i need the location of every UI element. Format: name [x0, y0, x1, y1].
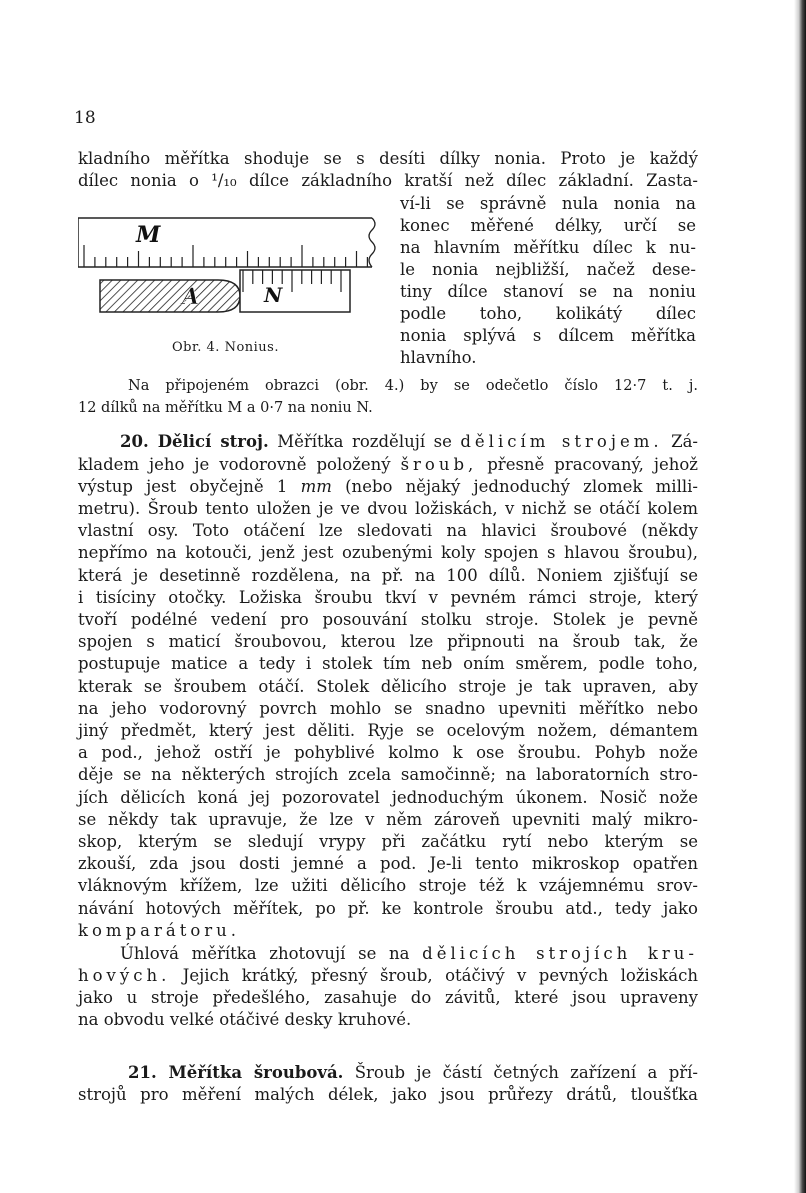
nonius-diagram: [78, 212, 384, 337]
text-span: výstup jest obyčejně 1: [78, 477, 288, 496]
text-line: postupuje matice a tedy i stolek tím neb oním směrem, podle toho,: [78, 654, 698, 674]
text-line: [78, 965, 698, 987]
text-line: na obvodu velké otáčivé desky kruhové.: [78, 1010, 412, 1029]
nonius-slider: [100, 270, 350, 312]
text-line: Na připojeném obrazci (obr. 4.) by se odečetlo číslo 12·7 t. j.: [128, 378, 698, 394]
text-line: nepřímo na kotouči, jenž jest ozubenými koly spojen s hlavou šroubu),: [78, 543, 698, 563]
spaced-term: dělicím strojem.: [460, 432, 663, 451]
unit-mm: mm: [300, 477, 332, 496]
text-line: zkouší, zda jsou dosti jemné a pod. Je-li tento mikroskop opatřen: [78, 854, 698, 874]
label-body: A: [182, 284, 200, 310]
text-line: spojen s maticí šroubovou, kterou lze připnouti na šroub tak, že: [78, 632, 698, 652]
text-line: návání hotových měřítek, po př. ke kontrole šroubu atd., tedy jako: [78, 898, 698, 918]
text-line: le nonia nejbližší, načež dese-: [400, 260, 696, 279]
text-line: 12 dílků na měřítku M a 0·7 na noniu N.: [78, 400, 373, 416]
main-scale-ticks: [84, 245, 367, 267]
text-line: se někdy tak upravuje, že lze v něm zároveň upevniti malý mikro-: [78, 809, 698, 829]
label-nonius: N: [264, 283, 283, 307]
text-line: dílec nonia o ¹/₁₀ dílce základního kratší než dílec základní. Zasta-: [78, 171, 698, 190]
text-line: tvoří podélné vedení pro posouvání stolku stroje. Stolek je pevně: [78, 610, 698, 629]
text-line: podle toho, kolikátý dílec: [400, 304, 696, 323]
text-line: ví-li se správně nula nonia na: [400, 194, 696, 213]
text-line: i tisíciny otočky. Ložiska šroubu tkví v pevném rámci stroje, který: [78, 587, 698, 607]
spaced-term: hových.: [78, 966, 171, 985]
main-scale: [78, 218, 375, 267]
text-line: strojů pro měření malých délek, jako jsou průřezy drátů, tloušťka: [78, 1085, 698, 1104]
text-span: přesně pracovaný, jehož: [487, 455, 698, 474]
text-line: a pod., jehož ostří je pohyblivé kolmo k ose šroubu. Pohyb nože: [78, 743, 698, 763]
text-line: na hlavním měřítku dílec k nu-: [400, 238, 696, 257]
section-heading: 21. Měřítka šroubová.: [128, 1063, 344, 1082]
text-line: jiný předmět, který jest děliti. Ryje se ocelovým nožem, démantem: [78, 721, 698, 740]
text-line: [78, 476, 698, 498]
section-21-line: [128, 1062, 698, 1084]
text-span: Šroub je částí četných zařízení a pří-: [354, 1063, 699, 1082]
text-line: kterak se šroubem otáčí. Stolek dělicího stroje je tak upraven, aby: [78, 676, 698, 696]
text-span: Měřítka rozdělují se: [277, 432, 452, 451]
text-line: konec měřené délky, určí se: [400, 216, 696, 235]
text-span: Úhlová měřítka zhotovují se na: [120, 944, 410, 963]
spaced-term: komparátoru.: [78, 921, 241, 940]
label-main-scale: M: [136, 222, 161, 248]
text-line: tiny dílce stanoví se na noniu: [400, 282, 696, 301]
figure-caption: Obr. 4. Nonius.: [172, 340, 279, 355]
page-number: 18: [74, 108, 96, 128]
text-line: která je desetinně rozdělena, na př. na 100 dílů. Noniem zjišťují se: [78, 565, 698, 585]
text-line: [120, 943, 698, 965]
text-line: skop, kterým se sledují vrypy při začátku rytí nebo kterým se: [78, 832, 698, 851]
text-span: (nebo nějaký jednoduchý zlomek milli-: [345, 477, 698, 496]
spaced-term: dělicích strojích kru-: [422, 944, 699, 963]
text-line: jích dělicích koná jej pozorovatel jednoduchým úkonem. Nosič nože: [78, 787, 698, 807]
text-line: nonia splývá s dílcem měřítka: [400, 326, 696, 345]
section-heading: 20. Dělicí stroj.: [120, 432, 269, 451]
text-span: Zá-: [671, 432, 698, 451]
text-line: děje se na některých strojích zcela samočinně; na laboratorních stro-: [78, 765, 698, 785]
text-span: Jejich krátký, přesný šroub, otáčivý v pevných ložiskách: [182, 966, 698, 985]
text-line: vlastní osy. Toto otáčení lze sledovati na hlavici šroubové (někdy: [78, 521, 698, 541]
text-line: metru). Šroub tento uložen je ve dvou ložiskách, v nichž se otáčí kolem: [78, 499, 698, 518]
text-span: kladem jeho je vodorovně položený: [78, 455, 391, 474]
spaced-term: šroub,: [400, 455, 478, 474]
text-line: kladního měřítka shoduje se s desíti dílky nonia. Proto je každý: [78, 149, 698, 168]
text-line: jako u stroje předešlého, zasahuje do závitů, které jsou upraveny: [78, 988, 698, 1007]
section-20-line: [120, 431, 698, 453]
text-line: [78, 454, 698, 476]
text-line: vláknovým křížem, lze užiti dělicího stroje též k vzájemnému srov-: [78, 876, 698, 896]
scan-edge-shadow: [794, 0, 806, 1193]
text-line: na jeho vodorovný povrch mohlo se snadno upevniti měřítko nebo: [78, 698, 698, 718]
text-line: hlavního.: [400, 348, 477, 367]
